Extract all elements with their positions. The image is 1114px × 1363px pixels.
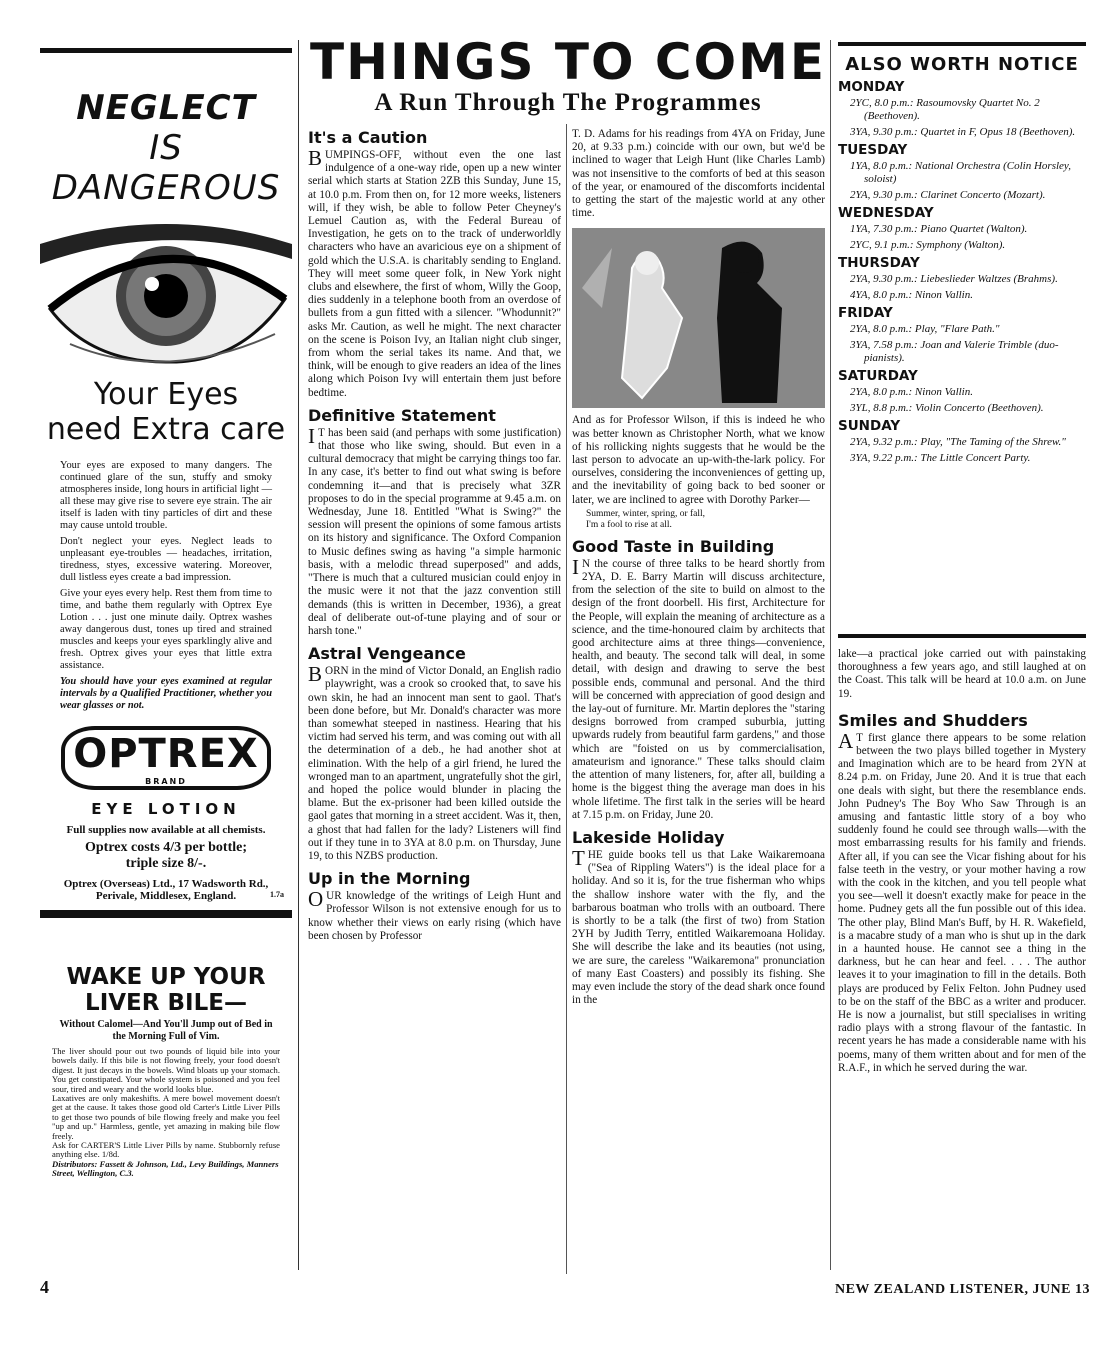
ad-divider bbox=[40, 910, 292, 918]
notice-item: 2YC, 9.1 p.m.: Symphony (Walton). bbox=[850, 239, 1006, 251]
notice-top-rule bbox=[838, 42, 1086, 46]
section-heading: Smiles and Shudders bbox=[838, 710, 1028, 730]
ad-code: 1.7a bbox=[270, 890, 284, 899]
section-body: IT has been said (and perhaps with some justification) that those who like swing, should. But even in a cultural democracy that might be carrying things too far. In any case, it's better to find out what swing is before condemning it—and that is precisely what 3ZR proposes to do in the special programme at 9.45 a.m. on Wednesday, June 18. Entitled "What is Swing?" the session will present the opinions of some famous artists on its history and significance. The Oxford Companion to Music defines swing as having "a simple harmonic basis, with a melodic thread superposed" and adds, "There is much that a cultured musician could enjoy in the music were it not that the jazz convention still demands (this is written in December, 1936), a great deal of deliberate out-of-tune playing and of sour or harsh tone." bbox=[308, 423, 561, 637]
notice-item: 1YA, 7.30 p.m.: Piano Quartet (Walton). bbox=[850, 223, 1028, 235]
page-number: 4 bbox=[40, 1277, 49, 1297]
eye-illustration bbox=[40, 214, 292, 374]
section-body: THE guide books tell us that Lake Waikaremoana ("Sea of Rippling Waters") is the ideal place for a holiday. And so it is, for the true fisherman who whips the shallow inshore water with the fly, and the barbarous boatman who trolls with an outboard. There is shortly to be a talk (the first of two) from Station 2YH by Judith Terry, entitled Waikaremoana Holiday. She will describe the lake and its beauties (not using, we are sure, the careless "Waikaremona" pronunciation of many East Coasters) and possibly its fishing. She may even include the story of the dead shark once found in the bbox=[572, 845, 825, 1007]
verse-line: I'm a fool to rise at all. bbox=[586, 519, 672, 530]
notice-item: 2YA, 8.0 p.m.: Ninon Vallin. bbox=[850, 386, 973, 398]
ad-paragraph: Your eyes are exposed to many dangers. The continued glare of the sun, stuffy and smoky atmospheres inside, long hours in artificial light — all these may give rise to severe eye strain. The air itself is laden with tiny particles of dirt and these may cause untold trouble. bbox=[60, 460, 272, 531]
section-body: AT first glance there appears to be some relation between the two plays billed together in Mystery and Imagination which are to be heard from 2YN at 8.24 p.m. on Friday, June 20. And it is true that each one deals with sight, but there the resemblance ends. John Pudney's The Boy Who Saw Through is an amusing and fantastic little story of a boy who suddenly found he could see through walls—with the most embarrassing results for his family and friends. After all, if you can see the Vicar fishing about for his false teeth in the vestry, or your mother having a row with the cook in the kitchen, and you tell people what you see—well it doesn't exactly make for peace in the home. Pudney gets all the fun possible out of this idea. The other play, Blind Man's Buff, by H. R. Wakefield, is a macabre study of a man who is shut up in the dark in a haunted house. He cannot see a thing in the darkness, but he can hear and feel. . . . The author leaves it to your imagination to fill in the details. Both plays are produced by Felix Felton. John Pudney used to be on the staff of the BBC as a writer and producer. He is now a journalist, but still specialises in writing radio plays with a strong flavour of the fantastic. In recent years he has made a considerable name with his poems, many of them written about and for men of the R.A.F., in which he served during the war. bbox=[838, 728, 1086, 1074]
section-heading: Definitive Statement bbox=[308, 405, 496, 425]
price-line: Optrex costs 4/3 per bottle; bbox=[84, 840, 247, 855]
carters-body: The liver should pour out two pounds of liquid bile into your bowels daily. If this bile is not flowing freely, your food doesn't digest. It just decays in the bowels. Wind bloats up your stomach. You get constipated. Your whole system is poisoned and you feel sour, tired and weary and the world looks blue. bbox=[52, 1046, 280, 1094]
notice-days bbox=[838, 79, 1086, 465]
also-worth-notice bbox=[838, 50, 1086, 650]
column-divider bbox=[298, 40, 299, 1270]
section-body: OUR knowledge of the writings of Leigh Hunt and Professor Wilson is not extensive enough for us to know whether their views on early rising (which have been chosen by Professor bbox=[308, 887, 561, 942]
notice-day-tuesday: TUESDAY bbox=[838, 142, 908, 158]
carters-distributors: Distributors: Fassett & Johnson, Ltd., Levy Buildings, Manners Street, Wellington, C.3. bbox=[52, 1158, 279, 1179]
feature-column-3 bbox=[838, 648, 1086, 1273]
ad-subhead-2: need Extra care bbox=[46, 412, 286, 447]
notice-item: 2YA, 9.32 p.m.: Play, "The Taming of the Shrew." bbox=[850, 436, 1066, 448]
carters-ad bbox=[40, 964, 292, 1179]
section-heading: Lakeside Holiday bbox=[572, 827, 725, 847]
notice-day-thursday: THURSDAY bbox=[838, 255, 920, 271]
optrex-logo bbox=[61, 726, 271, 790]
carters-body-3: Ask for CARTER'S Little Liver Pills by name. Stubbornly refuse anything else. 1/8d. bbox=[52, 1140, 280, 1160]
top-rule-left bbox=[40, 48, 292, 53]
feature-column-1 bbox=[308, 124, 561, 1274]
section-body: And as for Professor Wilson, if this is indeed he who was better known as Christopher North, what we know of his rollicking nights suggests that he would be the last person to advocate an up-with-the-lark policy. For ourselves, considering the inconveniences of getting up, and the inevitability of going back to bed sooner or later, we are inclined to agree with Dorothy Parker— bbox=[572, 414, 825, 506]
carters-subhead: Without Calomel—And You'll Jump out of Bed in the Morning Full of Vim. bbox=[59, 1019, 273, 1042]
section-body: BUMPINGS-OFF, without even the one last indulgence of a one-way ride, open up a new winter serial which starts at Station 2ZB this Sunday, June 15, at 10.0 p.m. From then on, for 12 more weeks, listeners will, if they wish, be able to follow Peter Cheyney's Lemuel Caution as, with the Federal Bureau of Investigation, he gets on to the track of underworldly characters who have an avaricious eye on a shipment of gold which the U.S.A. is charitably sending to England. They will meet some queer folk, in New York night clubs and elsewhere, the first of whom, Willy the Goop, dies suddenly in a telephone booth from an overdose of bullets from a gun fitted with a silencer. "Whodunnit?" asks Mr. Caution, as well he might. The next character on the scene is Poison Ivy, an Italian night club singer, from whom the serial takes its name. And that, we think, will be enough to give readers an idea of the lines along which Poison Ivy will entertain them just before bedtime. bbox=[308, 146, 561, 399]
section-heading: Up in the Morning bbox=[308, 869, 471, 889]
supply-note: Full supplies now available at all chemists. bbox=[66, 824, 266, 836]
section-heading: It's a Caution bbox=[308, 128, 428, 147]
carters-body-2: Laxatives are only makeshifts. A mere bowel movement doesn't get at the cause. It takes those good old Carter's Little Liver Pills to get those two pounds of bile flowing freely and make you feel "up and up." Harmless, gentle, yet amazing in making bile flow freely. bbox=[52, 1093, 280, 1141]
ad-paragraph: You should have your eyes examined at regular intervals by a Qualified Practitioner, whether you wear glasses or not. bbox=[60, 676, 272, 711]
section-body: BORN in the mind of Victor Donald, an English radio playwright, was a crook so crooked that, to save his own skin, he had an innocent man sent to gaol. That's been done before, but Mr. Donald's character was more than somewhat steeped in nastiness. Hearing that his victim had served his term, and was coming out with all the determination of a deb., he had another shot at elimination. With the help of a girl friend, he lured the wronged man to an apartment, ungratefully shot the girl, and hoped the police would blunder in placing the blame. But the ex-prisoner had been killed outside the gaol gates that morning in a street accident. Was it, then, a ghost that had fallen for the lady? Listeners will find out if they tune in to 3YA at 8.0 p.m. on Thursday, June 19, to this NZBS production. bbox=[308, 662, 561, 862]
ad-headline: NEGLECT bbox=[76, 88, 256, 128]
notice-day-sunday: SUNDAY bbox=[838, 418, 901, 434]
notice-day-monday: MONDAY bbox=[838, 79, 905, 95]
section-heading: Good Taste in Building bbox=[572, 536, 775, 556]
logo-brand: BRAND bbox=[145, 777, 187, 786]
verse-line: Summer, winter, spring, or fall, bbox=[586, 508, 706, 519]
notice-item: 2YA, 9.30 p.m.: Clarinet Concerto (Mozart). bbox=[850, 189, 1046, 201]
column-divider bbox=[566, 124, 567, 1274]
feature-column-2 bbox=[572, 124, 825, 1274]
notice-item: 2YC, 8.0 p.m.: Rasoumovsky Quartet No. 2 (Beethoven). bbox=[850, 97, 1040, 122]
footer-masthead: NEW ZEALAND LISTENER, JUNE 13 bbox=[834, 1282, 1090, 1297]
notice-title: ALSO WORTH NOTICE bbox=[845, 54, 1079, 75]
notice-item: 2YA, 8.0 p.m.: Play, "Flare Path." bbox=[850, 323, 1000, 335]
optrex-ad bbox=[40, 58, 292, 1308]
ad-subhead: Your Eyes bbox=[93, 377, 239, 412]
section-heading: Astral Vengeance bbox=[308, 644, 466, 664]
logo-text: OPTREX bbox=[73, 731, 259, 777]
address-2: Perivale, Middlesex, England. bbox=[95, 890, 237, 902]
ad-paragraph: Don't neglect your eyes. Neglect leads to unpleasant eye-troubles — headaches, irritation, tiredness, styes, excessive watering. Moreover, dull listless eyes create a bad impression. bbox=[60, 536, 272, 583]
notice-day-saturday: SATURDAY bbox=[838, 368, 918, 384]
carters-headline: WAKE UP YOUR bbox=[66, 964, 266, 990]
section-body: T. D. Adams for his readings from 4YA on Friday, June 20, at 9.33 p.m.) coincide with our own, but we'd be inclined to wager that Leigh Hunt (like Charles Lamb) was not insensitive to the comforts of bed at this season of the year, or enamoured of the discomforts incidental to getting the start of the majestic world at any other time. bbox=[572, 128, 825, 220]
notice-item: 1YA, 8.0 p.m.: National Orchestra (Colin Horsley, soloist) bbox=[850, 160, 1071, 185]
notice-bottom-rule bbox=[838, 634, 1086, 638]
ad-headline-2: IS DANGEROUS bbox=[51, 128, 281, 208]
feature-subtitle: A Run Through The Programmes bbox=[374, 89, 762, 116]
notice-item: 3YA, 7.58 p.m.: Joan and Valerie Trimble (duo-pianists). bbox=[850, 339, 1059, 364]
price-line-2: triple size 8/-. bbox=[125, 856, 207, 871]
notice-item: 2YA, 9.30 p.m.: Liebeslieder Waltzes (Brahms). bbox=[850, 273, 1058, 285]
illustration-figures bbox=[572, 228, 825, 408]
notice-day-friday: FRIDAY bbox=[838, 305, 893, 321]
address: Optrex (Overseas) Ltd., 17 Wadsworth Rd., bbox=[63, 878, 269, 890]
ad-paragraph: Give your eyes every help. Rest them from time to time, and bathe them regularly with Optrex Eye Lotion . . . just one minute daily. Optrex washes away dangerous dust, tones up tired and strained muscles and keeps your eyes sparklingly alive and fresh. Optrex gives your eyes that little extra assistance. bbox=[60, 588, 272, 671]
section-body: IN the course of three talks to be heard shortly from 2YA, D. E. Barry Martin will discuss architecture, from the selection of the site to build on almost to the design of the front doorbell. His first, Architecture for the People, will explain the meaning of architecture as a science, and the time-honoured claim by architects that good architecture aims at three things—convenience, health, and beauty. The second talk will deal, in some detail, with design and drawing to serve the best possible ends, communal and personal. And the third will be concerned with appreciation of good design and the lay-out of furniture. Mr. Martin deplores the "staring designs borrowed from cramped suburbia, jutting upwards rudely from beautiful farm gardens," and those which are "foisted on us by commercialisation, amateurism and ignorance." These talks should claim the attention of many listeners, for, after all, building a home is the biggest thing the average man does in his whole lifetime. The first talk in the series will be heard at 7.15 p.m. on Friday, June 20. bbox=[572, 554, 825, 821]
product-name: EYE LOTION bbox=[91, 800, 241, 818]
notice-day-wednesday: WEDNESDAY bbox=[838, 205, 934, 221]
carters-headline-2: LIVER BILE— bbox=[85, 990, 247, 1016]
notice-item: 4YA, 8.0 p.m.: Ninon Vallin. bbox=[850, 289, 973, 301]
notice-item: 3YL, 8.8 p.m.: Violin Concerto (Beethoven). bbox=[850, 402, 1044, 414]
column-divider bbox=[830, 40, 831, 1270]
notice-item: 3YA, 9.22 p.m.: The Little Concert Party. bbox=[850, 452, 1031, 464]
section-body: lake—a practical joke carried out with painstaking thoroughness a few years ago, and still laughed at on the Coast. This talk will be heard at 10.0 a.m. on June 19. bbox=[838, 648, 1086, 700]
feature-title: THINGS TO COME bbox=[310, 33, 826, 91]
notice-item: 3YA, 9.30 p.m.: Quartet in F, Opus 18 (Beethoven). bbox=[850, 126, 1076, 138]
